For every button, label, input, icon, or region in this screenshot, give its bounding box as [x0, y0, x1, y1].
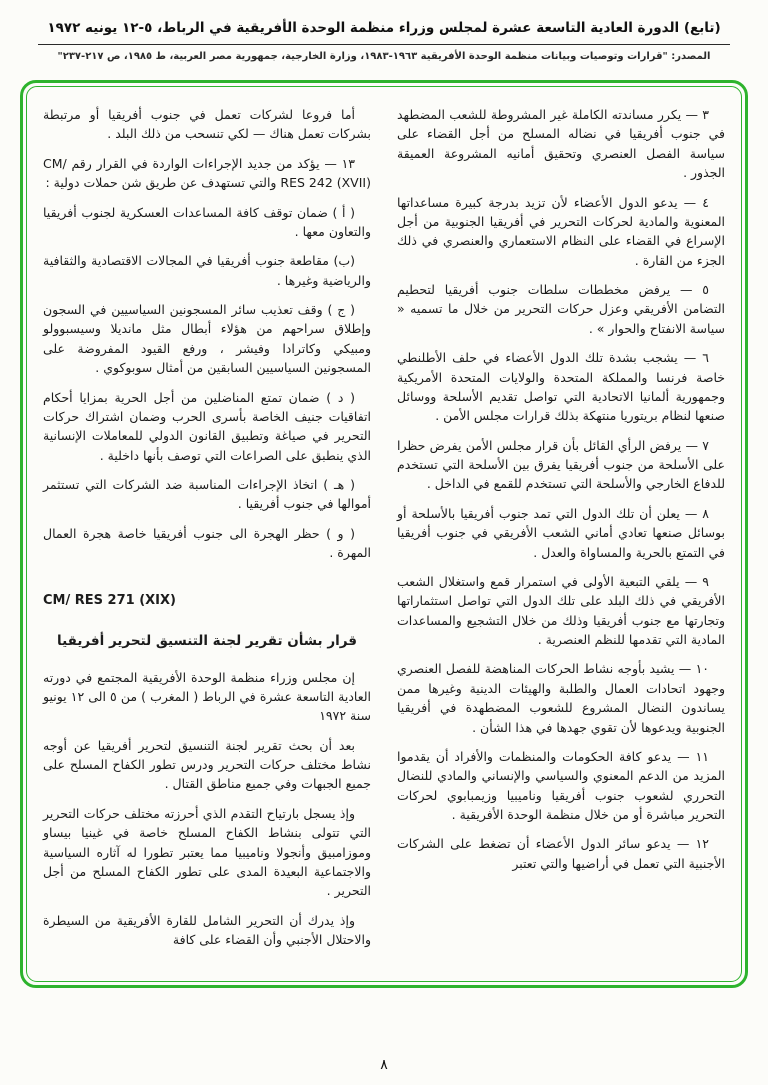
- paragraph-item-3: ٣ — يكرر مساندته الكاملة غير المشروطة للشعب المضطهد في جنوب أفريقيا في نضاله المسلح من أجل القضاء على سياسة الفصل العنصري وتحقيق أمانيه المشروعة العميقة الجذور .: [397, 107, 725, 181]
- page-number: ٨: [380, 1057, 388, 1073]
- paragraph-item-9: ٩ — يلقي التبعية الأولى في استمرار قمع واستغلال الشعب الأفريقي في ذلك البلد على تلك الدول التي تواصل استثماراتها وتجارتها مع جنوب أفريقيا وذلك من خلال التشجيع والمساعدات المادية التي تقدمها للنظم العنصرية .: [397, 573, 725, 647]
- paragraph-item-6: ٦ — يشجب بشدة تلك الدول الأعضاء في حلف الأطلنطي خاصة فرنسا والمملكة المتحدة والولايات المتحدة الأمريكية وجمهورية ألمانيا الاتحادية التي تواصل تقديم الأسلحة ووسائل صنعها لنظام بريتوريا منتهكة بذلك قرارات مجلس الأمن .: [397, 350, 725, 424]
- left-column: [43, 105, 371, 959]
- green-border-frame-inner: [26, 86, 742, 982]
- paragraph-item-11: ١١ — يدعو كافة الحكومات والمنظمات والأفراد أن يقدموا المزيد من الدعم المعنوي والسياسي والإنساني والمادي للنضال التحرري لشعوب جنوب أفريقيا وناميبيا وزيمبابوي لحركات التحرير مباشرة أو من خلال منظمة الوحدة الأفريقية .: [397, 748, 725, 822]
- paragraph-preamble-4: وإذ يدرك أن التحرير الشامل للقارة الأفريقية من السيطرة والاحتلال الأجنبي وأن القضاء على كافة: [43, 912, 371, 948]
- text-columns: [43, 105, 725, 959]
- paragraph-item-13: ١٣ — يؤكد من جديد الإجراءات الواردة في القرار رقم CM/ RES 242 (XVII) والتي تستهدف عن طريق شن حملات دولية :: [43, 155, 371, 191]
- paragraph-sub-b: (ب) مقاطعة جنوب أفريقيا في المجالات الاقتصادية والثقافية والرياضية وغيرها .: [43, 253, 371, 288]
- green-border-frame: [20, 80, 748, 988]
- header-title: (تابع) الدورة العادية التاسعة عشرة لمجلس وزراء منظمة الوحدة الأفريقية في الرباط، ٥-١٢ يونيه ١٩٧٢: [47, 20, 721, 36]
- right-column: [397, 105, 725, 959]
- resolution-code: CM/ RES 271 (XIX): [43, 592, 176, 608]
- paragraph-item-7: ٧ — يرفض الرأي القائل بأن قرار مجلس الأمن يفرض حظرا على الأسلحة من جنوب أفريقيا يفرق بين الأسلحة التي تستخدم للدفاع الخارجي والأسلحة التي تستخدم للقمع في الداخل .: [397, 437, 725, 492]
- header-source: المصدر: "قرارات وتوصيات وبيانات منظمة الوحدة الأفريقية ١٩٦٣-١٩٨٣، وزارة الخارجية، جمهورية مصر العربية، ط ١٩٨٥، ص ٢١٧-٢٣٧": [57, 51, 711, 62]
- document-header: [34, 20, 734, 62]
- paragraph-preamble-2: بعد أن بحث تقرير لجنة التنسيق لتحرير أفريقيا عن أوجه نشاط مختلف حركات التحرير ودرس تطور الكفاح المسلح على جميع الجبهات وفي جميع مناطق القتال .: [43, 737, 371, 792]
- resolution-title: قرار بشأن تقرير لجنة التنسيق لتحرير أفريقيا: [57, 632, 357, 649]
- paragraph-item-8: ٨ — يعلن أن تلك الدول التي تمد جنوب أفريقيا بالأسلحة أو بوسائل صنعها تعادي أماني الشعب الأفريقي في جنوب أفريقيا في التمتع بالحرية والمساواة والعدل .: [397, 505, 725, 560]
- paragraph-preamble-3: وإذ يسجل بارتياح التقدم الذي أحرزته مختلف حركات التحرير التي تتولى بنشاط الكفاح المسلح خاصة في غينيا بيساو وموزامبيق وأنجولا وناميبيا مما يعتبر تطورا له آثاره السياسية والاجتماعية البعيدة المدى على تطور الكفاح المسلح من أجل التحرير .: [43, 805, 371, 899]
- paragraph-sub-a: ( أ ) ضمان توقف كافة المساعدات العسكرية لجنوب أفريقيا والتعاون معها .: [43, 204, 371, 239]
- paragraph-item-12: ١٢ — يدعو سائر الدول الأعضاء أن تضغط على الشركات الأجنبية التي تعمل في أراضيها والتي تعتبر: [397, 836, 725, 871]
- paragraph-item-4: ٤ — يدعو الدول الأعضاء لأن تزيد بدرجة كبيرة مساعداتها المعنوية والمادية لحركات التحرير في أفريقيا الجنوبية من أجل الإسراع في القضاء على النظام الاستعماري والعنصري في ذلك الجزء من القارة .: [397, 194, 725, 268]
- paragraph-item-5: ٥ — يرفض مخططات سلطات جنوب أفريقيا لتحطيم التضامن الأفريقي وعزل حركات التحرير من خلال ما تسميه « سياسة الانفتاح والحوار » .: [397, 282, 725, 336]
- header-divider: [38, 44, 730, 45]
- paragraph-continuation: أما فروعا لشركات تعمل في جنوب أفريقيا أو مرتبطة بشركات تعمل هناك — لكي تنسحب من ذلك البلد .: [43, 107, 371, 142]
- paragraph-sub-d: ( د ) ضمان تمتع المناضلين من أجل الحرية بمزايا أحكام اتفاقيات جنيف الخاصة بأسرى الحرب وضمان اشتراك حركات التحرير في صياغة وتطبيق القانون الدولي للمعاملات الإنسانية الذي ينطبق على الصراعات التي توصف بأنها داخلية .: [43, 389, 371, 463]
- paragraph-preamble-1: إن مجلس وزراء منظمة الوحدة الأفريقية المجتمع في دورته العادية التاسعة عشرة في الرباط ( المغرب ) من ٥ الى ١٢ يونيو سنة ١٩٧٢: [43, 669, 372, 724]
- paragraph-sub-h: ( هـ ) اتخاذ الإجراءات المناسبة ضد الشركات التي تستثمر أموالها في جنوب أفريقيا .: [43, 477, 371, 512]
- paragraph-item-10: ١٠ — يشيد بأوجه نشاط الحركات المناهضة للفصل العنصري وجهود اتحادات العمال والطلبة والهيئات الدينية وغيرها ممن يساندون النضال المشروع للشعوب المضطهدة في أفريقيا الجنوبية ويدعوها لأن تقوي جهدها في هذا الشأن .: [397, 661, 725, 735]
- paragraph-sub-j: ( ج ) وقف تعذيب سائر المسجونين السياسيين في السجون وإطلاق سراحهم من هؤلاء أبطال مثل مانديلا وسيسبوولو ومبيكي وكاترادا وفيشر ، ورفع القيود المفروضة على المسجونين السياسيين السابقين من أمثال سوبوكوي .: [43, 302, 371, 376]
- paragraph-sub-w: ( و ) حظر الهجرة الى جنوب أفريقيا خاصة هجرة العمال المهرة .: [43, 525, 371, 561]
